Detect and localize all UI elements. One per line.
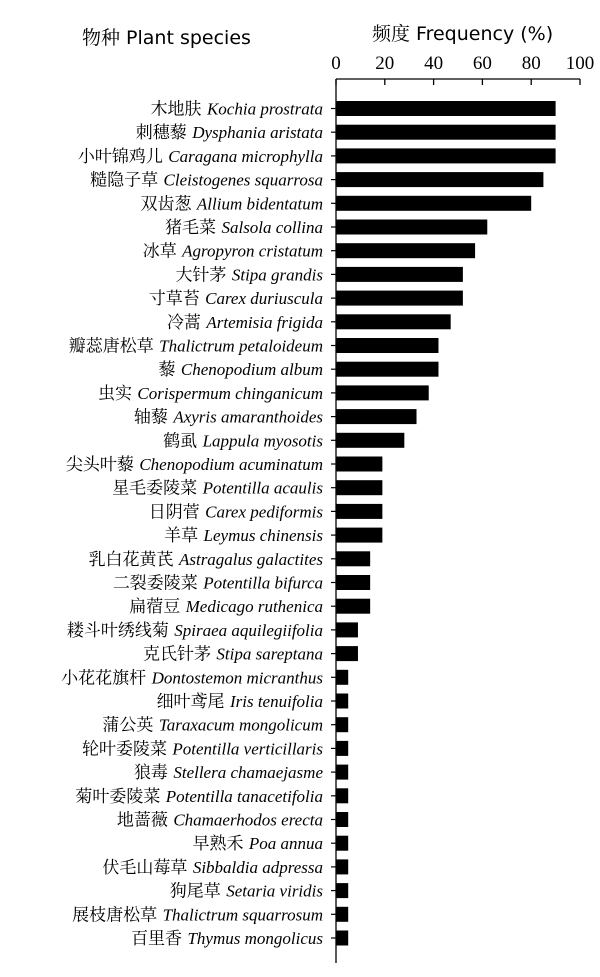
category-label: [66, 455, 323, 475]
bar: [336, 551, 370, 566]
category-label-cn: 轮叶委陵菜: [81, 739, 173, 760]
bar: [336, 433, 404, 448]
category-label-latin: Carex pediformis: [205, 502, 323, 522]
category-label: [117, 811, 323, 831]
category-label-cn: 虫实: [98, 383, 138, 404]
category-label: [69, 337, 323, 357]
bar: [336, 812, 348, 827]
axes: [82, 23, 553, 49]
category-label: [102, 858, 323, 878]
category-label-cn: 寸草苔: [148, 289, 206, 310]
bar: [336, 528, 382, 543]
category-label-latin: Medicago ruthenica: [185, 597, 323, 617]
category-label-cn: 耧斗叶绣线菊: [66, 620, 175, 641]
category-label-latin: Potentilla tanacetifolia: [165, 786, 323, 806]
category-label-latin: Poa annua: [248, 834, 323, 854]
category-label: [134, 408, 323, 428]
category-label-latin: Axyris amaranthoides: [173, 407, 323, 427]
bar: [336, 291, 463, 306]
category-label-cn: 二裂委陵菜: [112, 573, 204, 594]
category-label: [167, 313, 323, 333]
bar: [336, 480, 382, 495]
bar: [336, 338, 438, 353]
category-label-cn: 狗尾草: [169, 881, 227, 902]
bar: [336, 101, 556, 116]
category-label: [157, 692, 323, 712]
category-label-cn: 刺穗藜: [135, 123, 193, 144]
category-label-cn: 细叶鸢尾: [156, 692, 230, 712]
x-tick-label: 0: [331, 53, 341, 74]
bar: [336, 765, 348, 780]
x-tick-label: 80: [521, 53, 541, 74]
category-label-latin: Leymus chinensis: [203, 526, 323, 546]
category-label-cn: 羊草: [164, 526, 204, 547]
category-label-cn: 克氏针茅: [143, 644, 217, 665]
category-label-latin: Artemisia frigida: [206, 312, 323, 332]
bar: [336, 788, 348, 803]
category-label-latin: Stipa grandis: [231, 265, 323, 285]
category-label-cn: 冷蒿: [166, 312, 207, 333]
category-label-latin: Iris tenuifolia: [229, 692, 323, 711]
category-label-latin: Allium bidentatum: [196, 194, 323, 214]
category-label: [112, 479, 323, 499]
y-axis-title: 物种 Plant species: [82, 27, 251, 49]
category-label-latin: Potentilla verticillaris: [172, 739, 323, 759]
category-label-latin: Setaria viridis: [226, 881, 323, 901]
category-label: [78, 147, 323, 167]
category-label-latin: Kochia prostrata: [206, 99, 323, 119]
category-label-latin: Stellera chamaejasme: [173, 763, 323, 783]
category-label: [175, 265, 323, 285]
bar: [336, 196, 531, 211]
category-label: [72, 905, 323, 925]
bar: [336, 622, 358, 637]
bar: [336, 148, 556, 163]
category-label-latin: Thymus mongolicus: [187, 929, 323, 948]
category-label-cn: 鹤虱: [163, 431, 203, 452]
bar: [336, 717, 348, 732]
bars: [336, 101, 556, 946]
category-label: [164, 526, 323, 546]
bar: [336, 859, 348, 874]
category-label-latin: Carex duriuscula: [205, 289, 323, 309]
category-label: [131, 929, 323, 949]
bar: [336, 220, 487, 235]
category-label: [90, 171, 323, 191]
bar: [336, 243, 475, 258]
bar: [336, 931, 348, 946]
category-label-latin: Potentilla acaulis: [202, 478, 323, 498]
bar: [336, 504, 382, 519]
category-label-cn: 糙隐子草: [90, 170, 164, 191]
x-tick-label: 100: [565, 53, 595, 74]
category-label-cn: 乳白花黄芪: [88, 549, 179, 570]
category-label-latin: Cleistogenes squarrosa: [163, 170, 323, 190]
category-label-cn: 展枝唐松草: [72, 905, 163, 926]
category-label-cn: 星毛委陵菜: [112, 478, 203, 499]
x-tick-label: 20: [375, 53, 395, 74]
x-tick-label: 40: [424, 53, 444, 74]
category-label-latin: Lappula myosotis: [202, 431, 323, 451]
category-label-cn: 冰草: [142, 241, 183, 262]
category-label-latin: Corispermum chinganicum: [137, 383, 323, 403]
category-label-latin: Salsola collina: [221, 218, 323, 237]
category-label-cn: 扁蓿豆: [129, 597, 186, 618]
category-label-latin: Stipa sareptana: [216, 644, 323, 664]
category-label-cn: 蒲公英: [102, 715, 159, 736]
category-label-cn: 木地肤: [150, 99, 207, 120]
category-label-cn: 狼毒: [133, 763, 174, 784]
category-label-latin: Potentilla bifurca: [203, 573, 323, 593]
bar: [336, 362, 438, 377]
category-label-cn: 日阴菅: [148, 502, 206, 523]
category-label-cn: 百里香: [131, 929, 188, 949]
category-label-latin: Dontostemon micranthus: [151, 668, 323, 688]
bar: [336, 646, 358, 661]
category-label: [102, 716, 323, 736]
bar: [336, 314, 451, 329]
category-label: [165, 218, 323, 238]
category-label: [134, 763, 324, 783]
category-label: [61, 668, 323, 688]
category-labels: [61, 100, 323, 950]
bar: [336, 125, 556, 140]
category-label-cn: 地蔷薇: [116, 810, 174, 831]
bar: [336, 457, 382, 472]
bar: [336, 599, 370, 614]
category-label-latin: Sibbaldia adpressa: [192, 857, 323, 877]
category-label-cn: 猪毛菜: [165, 218, 222, 238]
category-label-latin: Agropyron cristatum: [182, 241, 323, 261]
category-label: [141, 194, 323, 214]
category-label-cn: 大针茅: [175, 265, 232, 286]
category-label-cn: 轴藜: [133, 407, 174, 428]
bar: [336, 409, 417, 424]
category-label: [136, 123, 323, 143]
bar: [336, 907, 348, 922]
category-label-latin: Thalictrum petaloideum: [159, 336, 323, 356]
category-label-cn: 瓣蕊唐松草: [68, 336, 160, 357]
bar: [336, 741, 348, 756]
bar: [336, 385, 429, 400]
category-label-cn: 早熟禾: [192, 834, 249, 855]
category-label-cn: 伏毛山莓草: [102, 857, 193, 878]
category-label: [151, 100, 323, 120]
category-label: [75, 787, 323, 807]
category-label-latin: Spiraea aquilegiifolia: [174, 620, 323, 640]
category-label: [98, 384, 323, 404]
bar: [336, 836, 348, 851]
category-label-latin: Caragana microphylla: [168, 146, 323, 166]
bar: [336, 883, 348, 898]
category-label: [143, 242, 323, 262]
category-label: [158, 360, 323, 380]
category-label-cn: 尖头叶藜: [65, 455, 140, 475]
bar: [336, 267, 463, 282]
category-label-cn: 小叶锦鸡儿: [77, 146, 169, 167]
category-label-latin: Chenopodium album: [180, 360, 323, 380]
category-label: [143, 645, 323, 665]
category-label-cn: 藜: [158, 360, 181, 381]
bar: [336, 694, 348, 709]
category-label: [192, 834, 323, 854]
category-label-cn: 双齿葱: [140, 194, 197, 215]
bar: [336, 575, 370, 590]
category-label: [149, 289, 323, 309]
category-label: [113, 574, 323, 594]
category-label-latin: Taraxacum mongolicum: [158, 715, 323, 735]
category-label: [149, 502, 324, 522]
category-label: [129, 597, 323, 617]
category-label: [82, 739, 323, 759]
x-tick-label: 60: [472, 53, 492, 74]
category-label-latin: Astragalus galactites: [178, 549, 323, 569]
category-label-cn: 小花花旗杆: [61, 668, 152, 689]
category-label: [89, 550, 324, 570]
category-label: [170, 882, 324, 902]
bar: [336, 172, 543, 187]
category-label-cn: 菊叶委陵菜: [75, 786, 166, 807]
category-label-latin: Chamaerhodos erecta: [173, 810, 323, 830]
bar: [336, 670, 348, 685]
category-label-latin: Dysphania aristata: [192, 123, 323, 143]
category-label: [67, 621, 323, 641]
x-axis-title: 频度 Frequency (%): [372, 23, 554, 45]
category-label: [163, 431, 323, 451]
category-label-latin: Chenopodium acuminatum: [139, 455, 323, 474]
category-label-latin: Thalictrum squarrosum: [162, 905, 323, 925]
